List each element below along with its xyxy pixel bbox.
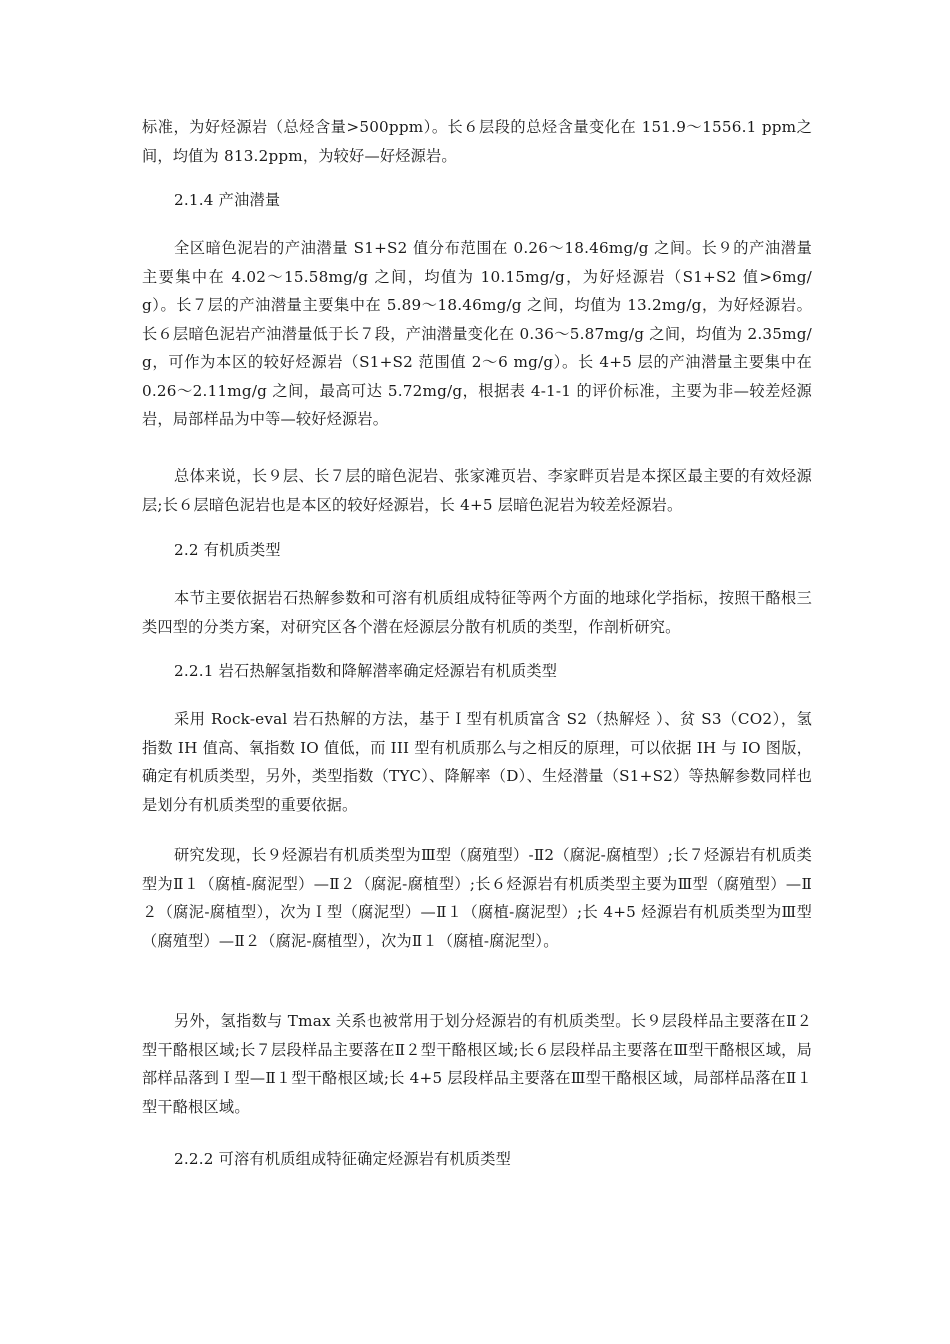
paragraph-summary: 总体来说，长９层、长７层的暗色泥岩、张家滩页岩、李家畔页岩是本探区最主要的有效烃源层;长６层暗色泥岩也是本区的较好烃源岩，长 4+5 层暗色泥岩为较差烃源岩。 [142, 467, 812, 514]
section-heading-2-1-4: 2.1.4 产油潜量 [174, 191, 281, 209]
paragraph-rock-eval: 采用 Rock-eval 岩石热解的方法，基于Ｉ型有机质富含 S2（热解烃 ）、贫 S3（CO2），氢指数 IH 值高、氧指数 IO 值低，而 III 型有机质那么与之相反的原理，可以依据 IH 与 IO 图版，确定有机质类型，另外，类型指数（TYC）、降解率（D）、生烃潜量（S1+S2）等热解参数同样也是划分有机质类型的重要依据。 [142, 710, 812, 814]
section-heading-2-2-2: 2.2.2 可溶有机质组成特征确定烃源岩有机质类型 [174, 1150, 512, 1168]
paragraph-oil-potential: 全区暗色泥岩的产油潜量 S1+S2 值分布范围在 0.26～18.46mg/g 之间。长９的产油潜量主要集中在 4.02～15.58mg/g 之间，均值为 10.15mg/g，为好烃源岩（S1+S2 值>6mg/g）。长７层的产油潜量主要集中在 5.89～18.46mg/g 之间，均值为 13.2mg/g，为好烃源岩。长６层暗色泥岩产油潜量低于长７段，产油潜量变化在 0.36～5.87mg/g 之间，均值为 2.35mg/g，可作为本区的较好烃源岩（S1+S2 范围值 2～6 mg/g）。长 4+5 层的产油潜量主要集中在 0.26～2.11mg/g 之间，最高可达 5.72mg/g，根据表 4-1-1 的评价标准，主要为非—较差烃源岩，局部样品为中等—较好烃源岩。 [142, 239, 812, 428]
paragraph-research-findings: 研究发现，长９烃源岩有机质类型为Ⅲ型（腐殖型）-Ⅱ2（腐泥-腐植型）;长７烃源岩有机质类型为Ⅱ１（腐植-腐泥型）—Ⅱ２（腐泥-腐植型）;长６烃源岩有机质类型主要为Ⅲ型（腐殖型）—Ⅱ２（腐泥-腐植型），次为Ｉ型（腐泥型）—Ⅱ１（腐植-腐泥型）;长 4+5 烃源岩有机质类型为Ⅲ型（腐殖型）—Ⅱ２（腐泥-腐植型），次为Ⅱ１（腐植-腐泥型）。 [142, 846, 812, 950]
paragraph-organic-matter-intro: 本节主要依据岩石热解参数和可溶有机质组成特征等两个方面的地球化学指标，按照干酪根三类四型的分类方案，对研究区各个潜在烃源层分散有机质的类型，作剖析研究。 [142, 589, 812, 636]
paragraph-total-hydrocarbon: 标准，为好烃源岩（总烃含量>500ppm）。长６层段的总烃含量变化在 151.9～1556.1 ppm之间，均值为 813.2ppm，为较好—好烃源岩。 [142, 118, 812, 165]
section-heading-2-2-1: 2.2.1 岩石热解氢指数和降解潜率确定烃源岩有机质类型 [174, 662, 558, 680]
section-heading-2-2: 2.2 有机质类型 [174, 541, 281, 559]
paragraph-tmax: 另外，氢指数与 Tmax 关系也被常用于划分烃源岩的有机质类型。长９层段样品主要落在Ⅱ２型干酪根区域;长７层段样品主要落在Ⅱ２型干酪根区域;长６层段样品主要落在Ⅲ型干酪根区域，局部样品落到Ｉ型—Ⅱ１型干酪根区域;长 4+5 层段样品主要落在Ⅲ型干酪根区域，局部样品落在Ⅱ１型干酪根区域。 [142, 1012, 812, 1116]
